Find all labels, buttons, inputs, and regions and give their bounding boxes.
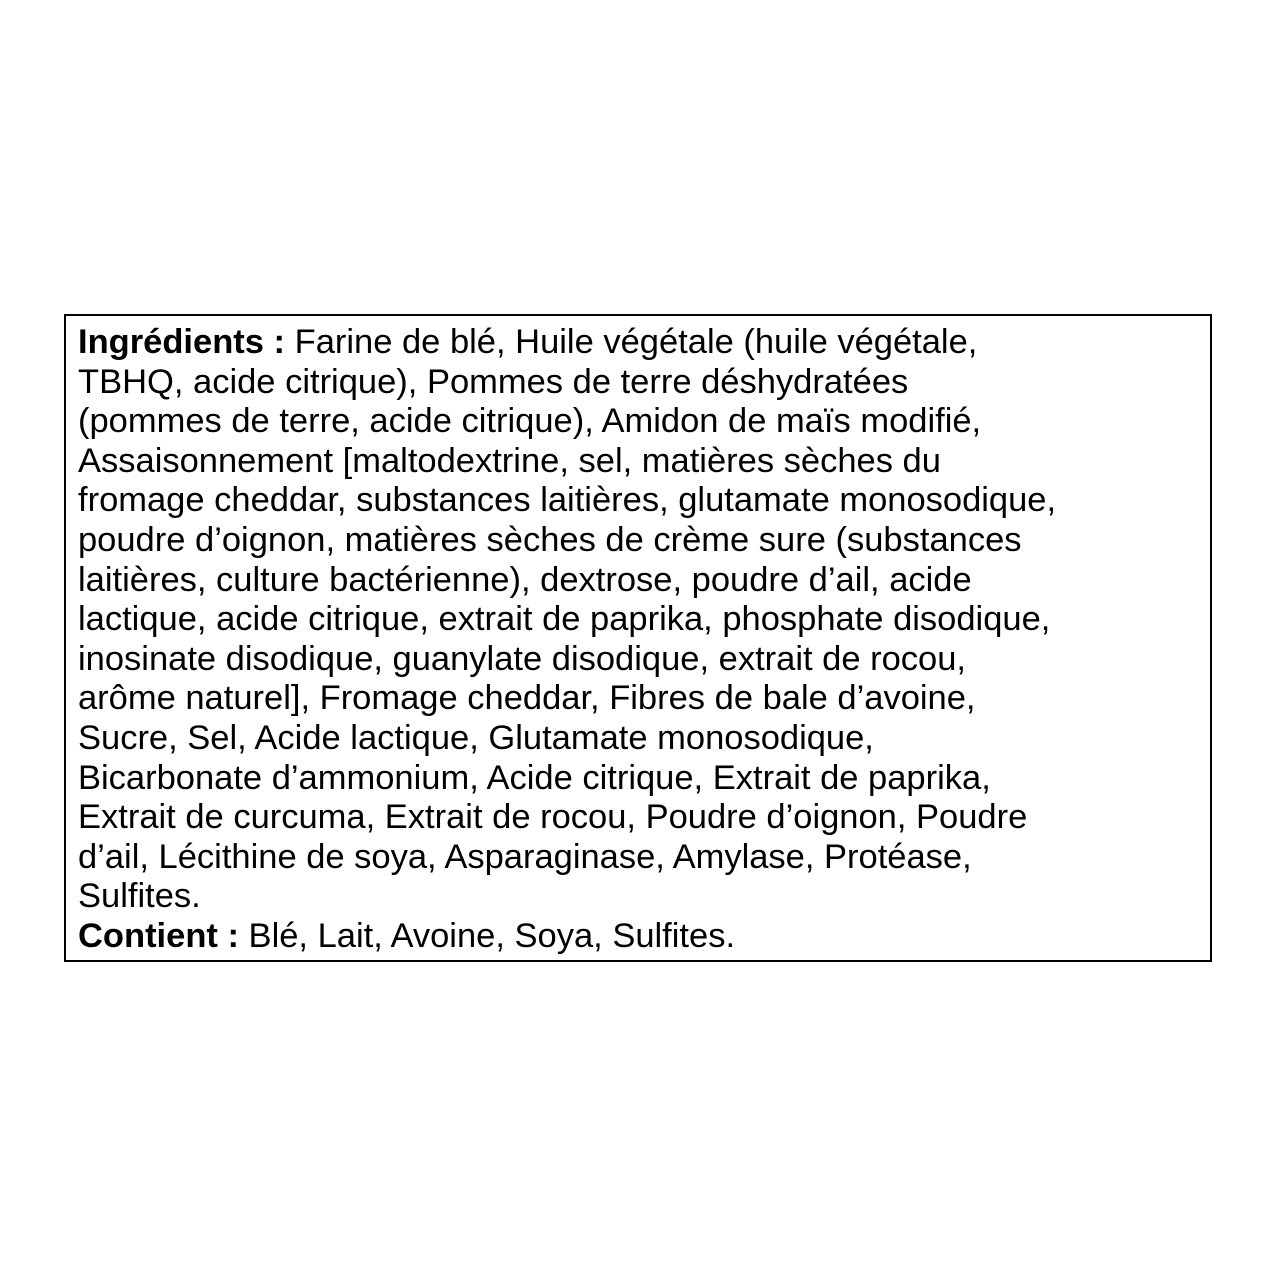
- ingredients-line: (pommes de terre, acide citrique), Amidon de maïs modifié,: [78, 402, 982, 441]
- ingredients-line: fromage cheddar, substances laitières, glutamate monosodique,: [78, 481, 1057, 520]
- ingredients-line: arôme naturel], Fromage cheddar, Fibres de bale d’avoine,: [78, 679, 976, 718]
- ingredients-line: Sulfites.: [78, 877, 201, 916]
- contains-line: [78, 917, 1198, 957]
- ingredients-line: Bicarbonate d’ammonium, Acide citrique, Extrait de paprika,: [78, 758, 991, 797]
- ingredients-line: laitières, culture bactérienne), dextrose, poudre d’ail, acide: [78, 560, 972, 599]
- contains-text: Blé, Lait, Avoine, Soya, Sulfites.: [238, 916, 736, 955]
- ingredients-line: inosinate disodique, guanylate disodique, extrait de rocou,: [78, 639, 967, 678]
- ingredients-line: poudre d’oignon, matières sèches de crème sure (substances: [78, 520, 1022, 559]
- contains-heading: Contient :: [78, 916, 239, 955]
- ingredients-heading: Ingrédients :: [78, 323, 286, 361]
- ingredients-line: Extrait de curcuma, Extrait de rocou, Poudre d’oignon, Poudre: [78, 798, 1028, 837]
- ingredients-line: lactique, acide citrique, extrait de paprika, phosphate disodique,: [78, 600, 1051, 639]
- ingredients-line: d’ail, Lécithine de soya, Asparaginase, Amylase, Protéase,: [78, 837, 972, 876]
- ingredients-text-first: Farine de blé, Huile végétale (huile végétale,: [285, 323, 978, 361]
- ingredients-line: Assaisonnement [maltodextrine, sel, matières sèches du: [78, 441, 941, 480]
- ingredients-line-1: [78, 323, 1198, 363]
- ingredients-line: Sucre, Sel, Acide lactique, Glutamate monosodique,: [78, 718, 874, 757]
- ingredients-label-box: [64, 314, 1212, 962]
- ingredients-line: TBHQ, acide citrique), Pommes de terre déshydratées: [78, 362, 909, 401]
